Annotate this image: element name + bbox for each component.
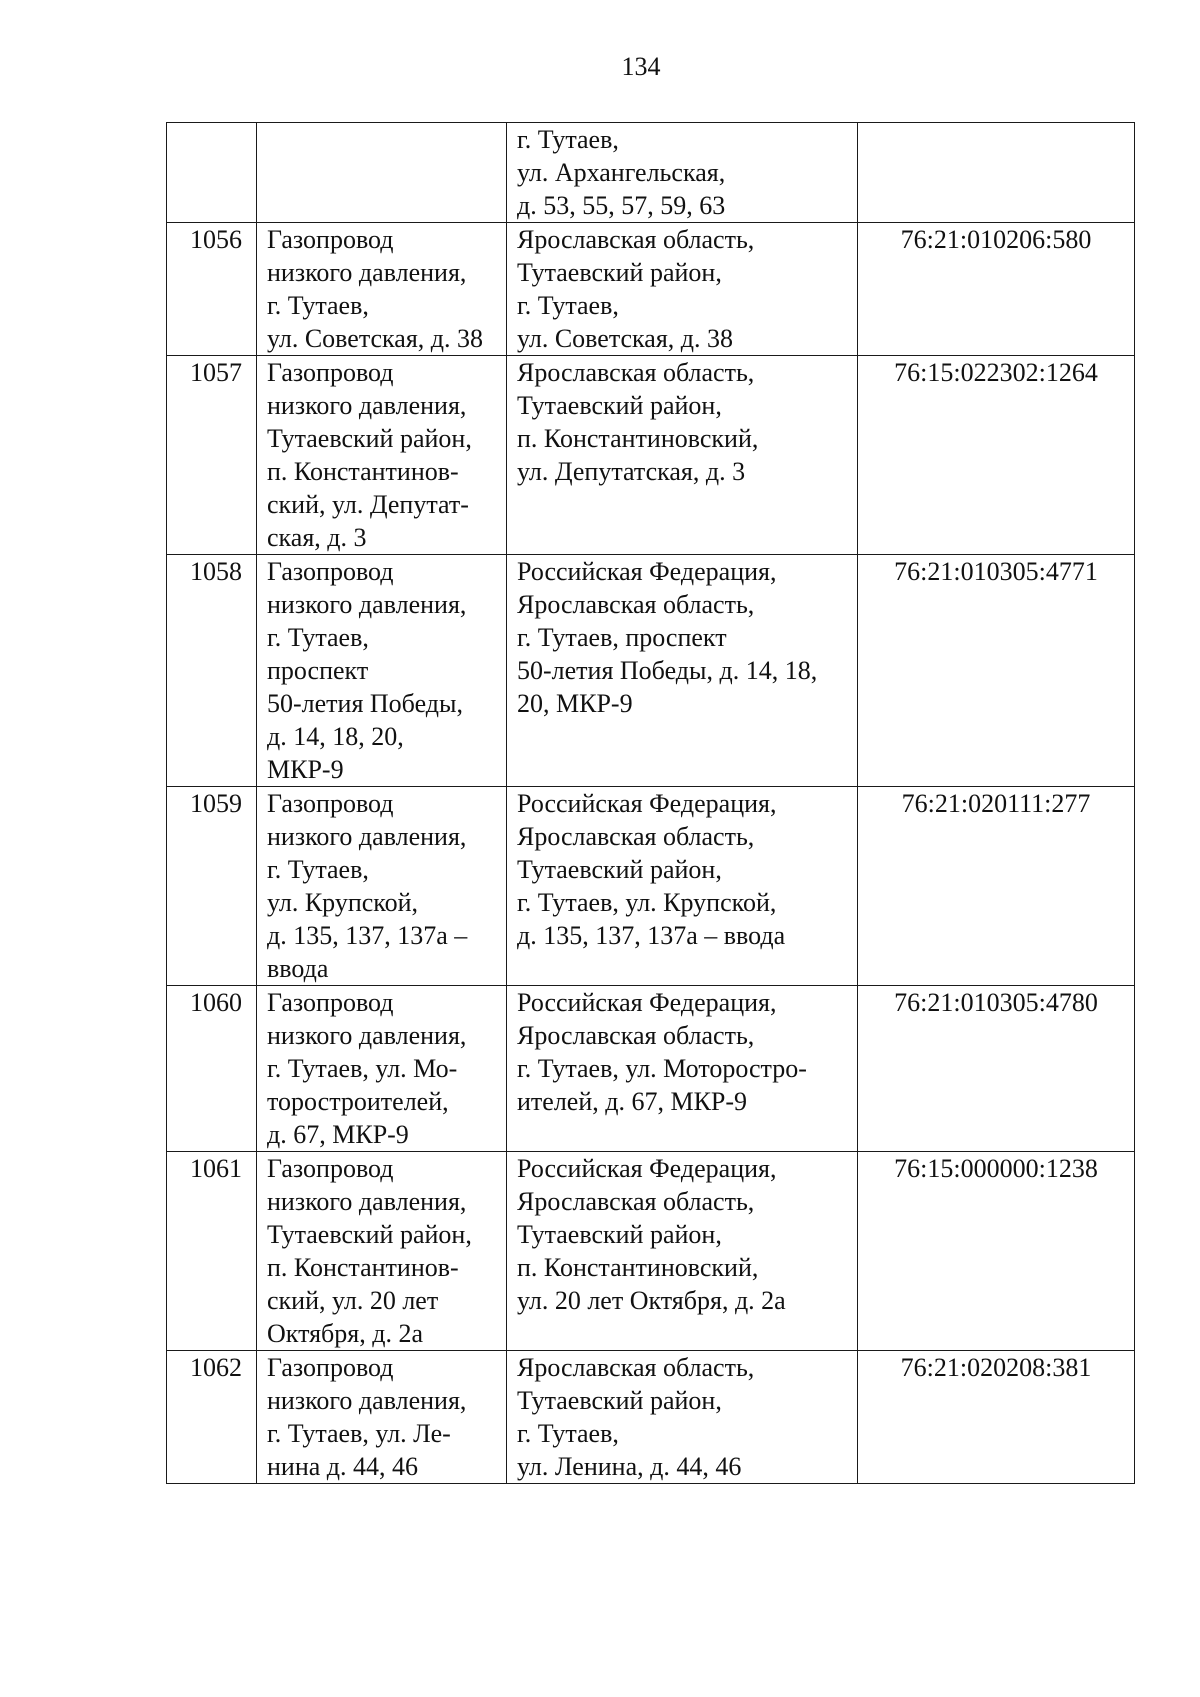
object-name: Газопровод низкого давления, Тутаевский район, п. Константинов- ский, ул. Депутат- ская, д. 3 xyxy=(257,356,507,555)
row-number xyxy=(167,123,257,223)
object-name xyxy=(257,123,507,223)
cadastral-number: 76:15:022302:1264 xyxy=(858,356,1135,555)
object-address: Российская Федерация, Ярославская область, Тутаевский район, п. Константиновский, ул. 20 лет Октября, д. 2а xyxy=(507,1152,858,1351)
cadastral-number: 76:21:010206:580 xyxy=(858,223,1135,356)
object-name: Газопровод низкого давления, г. Тутаев, ул. Ле- нина д. 44, 46 xyxy=(257,1351,507,1484)
row-number: 1060 xyxy=(167,986,257,1152)
cadastral-number: 76:21:020208:381 xyxy=(858,1351,1135,1484)
object-name: Газопровод низкого давления, г. Тутаев, проспект 50-летия Победы, д. 14, 18, 20, МКР-9 xyxy=(257,555,507,787)
table-row xyxy=(167,787,1135,986)
registry-table xyxy=(166,122,1135,1484)
object-name: Газопровод низкого давления, г. Тутаев, ул. Советская, д. 38 xyxy=(257,223,507,356)
object-name: Газопровод низкого давления, Тутаевский район, п. Константинов- ский, ул. 20 лет Октября, д. 2а xyxy=(257,1152,507,1351)
row-number: 1056 xyxy=(167,223,257,356)
object-address: Ярославская область, Тутаевский район, п. Константиновский, ул. Депутатская, д. 3 xyxy=(507,356,858,555)
table-row xyxy=(167,123,1135,223)
cadastral-number: 76:15:000000:1238 xyxy=(858,1152,1135,1351)
page-number: 134 xyxy=(621,52,661,81)
row-number: 1059 xyxy=(167,787,257,986)
table-row xyxy=(167,356,1135,555)
row-number: 1061 xyxy=(167,1152,257,1351)
row-number: 1058 xyxy=(167,555,257,787)
cadastral-number: 76:21:010305:4780 xyxy=(858,986,1135,1152)
object-address: Российская Федерация, Ярославская область, г. Тутаев, проспект 50-летия Победы, д. 14, 18, 20, МКР-9 xyxy=(507,555,858,787)
cadastral-number: 76:21:010305:4771 xyxy=(858,555,1135,787)
object-address: г. Тутаев, ул. Архангельская, д. 53, 55, 57, 59, 63 xyxy=(507,123,858,223)
table-row xyxy=(167,986,1135,1152)
object-address: Ярославская область, Тутаевский район, г. Тутаев, ул. Советская, д. 38 xyxy=(507,223,858,356)
row-number: 1062 xyxy=(167,1351,257,1484)
cadastral-number: 76:21:020111:277 xyxy=(858,787,1135,986)
cadastral-number xyxy=(858,123,1135,223)
object-name: Газопровод низкого давления, г. Тутаев, ул. Мо- торостроителей, д. 67, МКР-9 xyxy=(257,986,507,1152)
table-row xyxy=(167,555,1135,787)
object-address: Российская Федерация, Ярославская область, Тутаевский район, г. Тутаев, ул. Крупской, д. 135, 137, 137а – ввода xyxy=(507,787,858,986)
table-row xyxy=(167,1351,1135,1484)
object-name: Газопровод низкого давления, г. Тутаев, ул. Крупской, д. 135, 137, 137а – ввода xyxy=(257,787,507,986)
object-address: Ярославская область, Тутаевский район, г. Тутаев, ул. Ленина, д. 44, 46 xyxy=(507,1351,858,1484)
table-row xyxy=(167,223,1135,356)
table-row xyxy=(167,1152,1135,1351)
row-number: 1057 xyxy=(167,356,257,555)
object-address: Российская Федерация, Ярославская область, г. Тутаев, ул. Моторостро- ителей, д. 67, МКР-9 xyxy=(507,986,858,1152)
